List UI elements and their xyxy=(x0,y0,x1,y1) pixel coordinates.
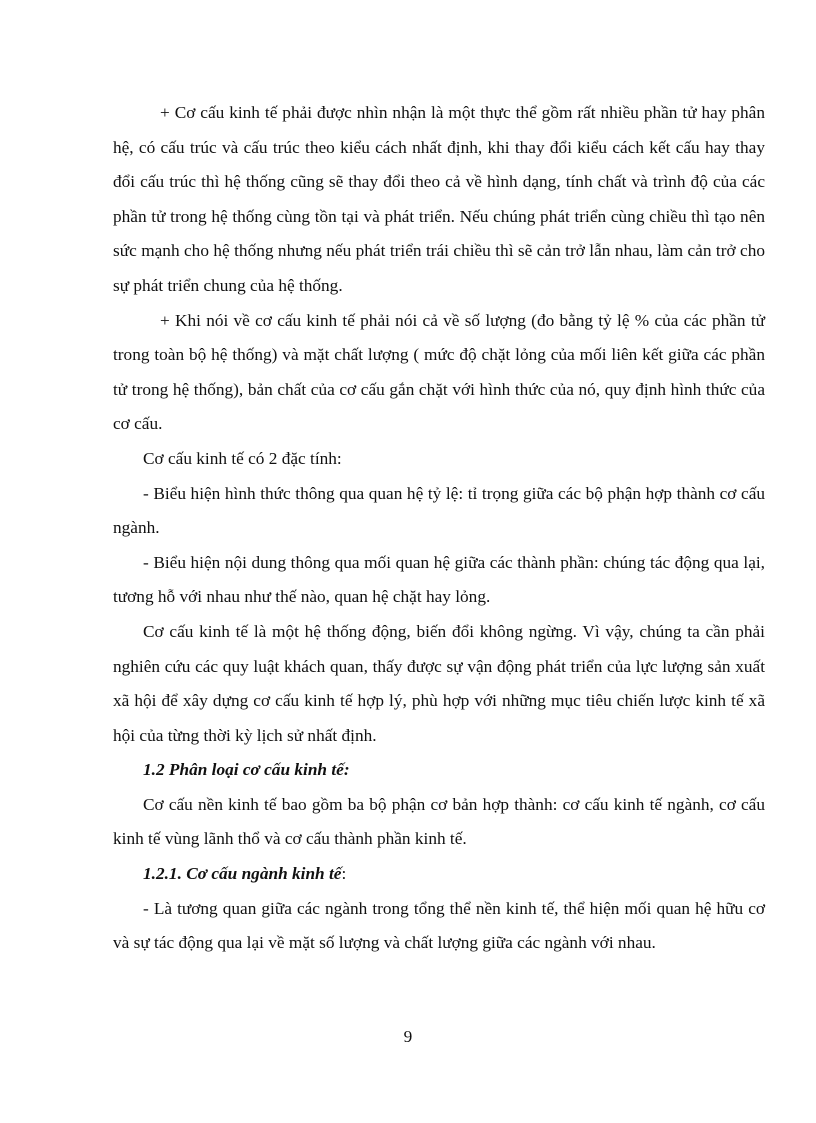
paragraph-dynamic-system: Cơ cấu kinh tế là một hệ thống động, biến đổi không ngừng. Vì vậy, chúng ta cần phải nghiên cứu các quy luật khách quan, thấy được sự vận động phát triển của lực lượng sản xuất xã hội để xây dựng cơ cấu kinh tế hợp lý, phù hợp với những mục tiêu chiến lược kinh tế xã hội của từng thời kỳ lịch sử nhất định. xyxy=(113,621,765,745)
section-heading-classification: 1.2 Phân loại cơ cấu kinh tế: xyxy=(143,760,350,780)
paragraph-sector-relationship: - Là tương quan giữa các ngành trong tổng thể nền kinh tế, thể hiện mối quan hệ hữu cơ và sự tác động qua lại về mặt số lượng và chất lượng giữa các ngành với nhau. xyxy=(113,898,765,953)
subsection-heading-text: 1.2.1. Cơ cấu ngành kinh tế xyxy=(143,864,342,884)
paragraph-three-components: Cơ cấu nền kinh tế bao gồm ba bộ phận cơ bản hợp thành: cơ cấu kinh tế ngành, cơ cấu kinh tế vùng lãnh thổ và cơ cấu thành phần kinh tế. xyxy=(113,794,765,849)
paragraph-content-expression: - Biểu hiện nội dung thông qua mối quan hệ giữa các thành phần: chúng tác động qua lại, tương hỗ với nhau như thế nào, quan hệ chặt hay lỏng. xyxy=(113,552,765,607)
subsection-heading-colon: : xyxy=(341,864,347,884)
paragraph-two-properties: Cơ cấu kinh tế có 2 đặc tính: xyxy=(143,448,342,468)
paragraph-form-expression: - Biểu hiện hình thức thông qua quan hệ tỷ lệ: tỉ trọng giữa các bộ phận hợp thành cơ cấu ngành. xyxy=(113,483,765,538)
paragraph-structure-entity: + Cơ cấu kinh tế phải được nhìn nhận là một thực thể gồm rất nhiều phần tử hay phân hệ, có cấu trúc và cấu trúc theo kiểu cách nhất định, khi thay đổi kiểu cách kết cấu hay thay đổi cấu trúc thì hệ thống cũng sẽ thay đổi theo cả về hình dạng, tính chất và trình độ của các phần tử trong hệ thống cùng tồn tại và phát triển. Nếu chúng phát triển cùng chiều thì tạo nên sức mạnh cho hệ thống nhưng nếu phát triển trái chiều thì sẽ cản trở lẫn nhau, làm cản trở cho sự phát triển chung của hệ thống. xyxy=(113,103,765,295)
subsection-heading-sector-structure xyxy=(113,857,765,892)
document-body xyxy=(113,96,765,961)
page-number: 9 xyxy=(403,1027,413,1046)
paragraph-quantity-quality: + Khi nói về cơ cấu kinh tế phải nói cả về số lượng (đo bằng tỷ lệ % của các phần tử trong toàn bộ hệ thống) và mặt chất lượng ( mức độ chặt lỏng của mối liên kết giữa các phần tử trong hệ thống), bản chất của cơ cấu gắn chặt với hình thức của nó, quy định hình thức của cơ cấu. xyxy=(113,310,765,434)
